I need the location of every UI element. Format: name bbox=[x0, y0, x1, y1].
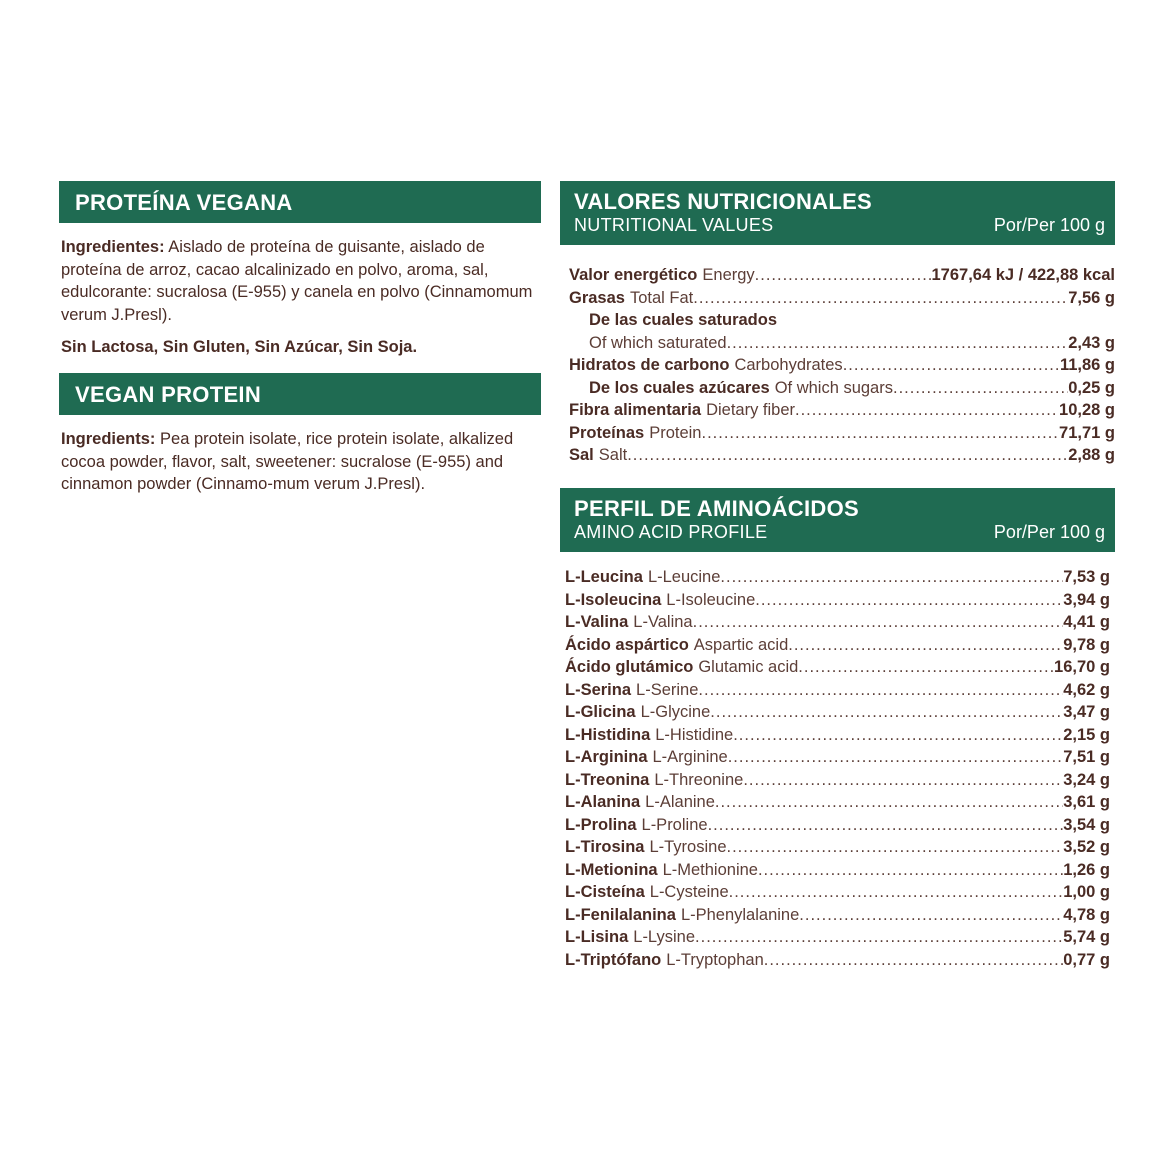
nutrient-value: 7,56 g bbox=[1068, 288, 1115, 307]
nutrient-name-es: Sal bbox=[569, 446, 594, 464]
nutrient-value: 3,47 g bbox=[1063, 703, 1110, 721]
dot-leader bbox=[693, 611, 1064, 634]
nutrition-row bbox=[569, 444, 1115, 467]
nutrition-row bbox=[569, 399, 1115, 422]
nutrient-value: 4,41 g bbox=[1063, 613, 1110, 631]
amino-acid-row bbox=[565, 881, 1110, 904]
nutrient-name-es: L-Valina bbox=[565, 613, 629, 631]
nutrient-name-en: Aspartic acid bbox=[693, 635, 789, 654]
free-from-claims: Sin Lactosa, Sin Gluten, Sin Azúcar, Sin Soja. bbox=[61, 338, 418, 356]
nutrient-name-en: L-Tryptophan bbox=[666, 950, 764, 969]
nutrient-name-en: Carbohydrates bbox=[734, 356, 843, 374]
amino-acid-row bbox=[565, 701, 1110, 724]
dot-leader bbox=[733, 724, 1063, 747]
section-title: VALORES NUTRICIONALES bbox=[574, 189, 873, 214]
nutrient-name-en: L-Tyrosine bbox=[649, 838, 727, 856]
amino-acid-row bbox=[565, 656, 1110, 679]
nutrient-value: 2,43 g bbox=[1068, 333, 1115, 352]
nutrient-name-en: Of which saturated bbox=[589, 333, 727, 352]
ingredients-en bbox=[61, 428, 531, 496]
nutrient-value: 1767,64 kJ / 422,88 kcal bbox=[931, 266, 1115, 284]
dot-leader bbox=[893, 377, 1068, 400]
nutrient-name-es: Grasas bbox=[569, 288, 625, 307]
dot-leader bbox=[755, 264, 932, 287]
section-title: PROTEÍNA VEGANA bbox=[75, 190, 293, 215]
nutrient-name-es: Hidratos de carbono bbox=[569, 356, 730, 374]
dot-leader bbox=[727, 836, 1064, 859]
dot-leader bbox=[728, 746, 1064, 769]
nutrient-name-es: Fibra alimentaria bbox=[569, 401, 702, 419]
nutrient-value: 10,28 g bbox=[1059, 401, 1115, 419]
nutrient-name-en: L-Valina bbox=[633, 613, 693, 631]
dot-leader bbox=[627, 444, 1068, 467]
header-proteina-vegana bbox=[59, 181, 541, 223]
nutrition-row bbox=[569, 287, 1115, 310]
nutrient-name-es: Valor energético bbox=[569, 266, 698, 284]
nutrient-value: 11,86 g bbox=[1059, 356, 1115, 374]
nutrition-table bbox=[569, 264, 1115, 467]
nutrient-name-es: L-Fenilalanina bbox=[565, 905, 676, 924]
nutrient-name-en: L-Glycine bbox=[640, 703, 711, 721]
nutrient-value: 2,88 g bbox=[1068, 446, 1115, 464]
nutrient-name-en: L-Cysteine bbox=[649, 883, 729, 901]
dot-leader bbox=[701, 422, 1059, 445]
nutrient-name-es: L-Prolina bbox=[565, 815, 637, 834]
dot-leader bbox=[708, 814, 1064, 837]
nutrient-name-es: L-Cisteína bbox=[565, 883, 645, 901]
dot-leader bbox=[795, 399, 1059, 422]
nutrition-row bbox=[569, 354, 1115, 377]
nutrient-name-es: L-Metionina bbox=[565, 860, 658, 879]
nutrient-value: 3,61 g bbox=[1063, 793, 1110, 811]
nutrient-value: 16,70 g bbox=[1054, 658, 1110, 676]
nutrient-name-en: L-Serine bbox=[636, 680, 699, 699]
amino-acid-row bbox=[565, 814, 1110, 837]
nutrient-value: 5,74 g bbox=[1063, 928, 1110, 946]
nutrient-name-en: L-Histidine bbox=[655, 725, 734, 744]
amino-acid-row bbox=[565, 746, 1110, 769]
nutrient-name-en: L-Phenylalanine bbox=[680, 905, 800, 924]
nutrient-value: 1,00 g bbox=[1063, 883, 1110, 901]
nutrient-name-es: Ácido aspártico bbox=[565, 635, 689, 654]
nutrient-value: 0,77 g bbox=[1063, 950, 1110, 969]
ingredients-es bbox=[61, 236, 543, 326]
section-title: PERFIL DE AMINOÁCIDOS bbox=[574, 496, 859, 521]
dot-leader bbox=[729, 881, 1064, 904]
nutrient-value: 4,62 g bbox=[1063, 680, 1110, 699]
nutrient-value: 3,94 g bbox=[1063, 590, 1110, 609]
nutrient-name-es: L-Isoleucina bbox=[565, 590, 662, 609]
nutrient-name-es: Proteínas bbox=[569, 423, 645, 442]
header-amino-acid-profile bbox=[560, 488, 1115, 552]
nutrient-name-es: L-Treonina bbox=[565, 770, 650, 789]
amino-acid-row bbox=[565, 769, 1110, 792]
amino-acid-row bbox=[565, 791, 1110, 814]
dot-leader bbox=[720, 566, 1063, 589]
nutrient-name-es: L-Histidina bbox=[565, 725, 651, 744]
amino-acid-row bbox=[565, 566, 1110, 589]
dot-leader bbox=[764, 949, 1063, 972]
nutrient-name-en: L-Leucine bbox=[647, 568, 721, 586]
nutrient-value: 71,71 g bbox=[1059, 423, 1115, 442]
nutrient-value: 3,52 g bbox=[1063, 838, 1110, 856]
nutrient-name-es: L-Alanina bbox=[565, 793, 641, 811]
nutrition-row bbox=[569, 422, 1115, 445]
nutrient-value: 3,24 g bbox=[1063, 770, 1110, 789]
nutrient-value: 7,53 g bbox=[1063, 568, 1110, 586]
dot-leader bbox=[715, 791, 1063, 814]
ingredients-text: Pea protein isolate, rice protein isolate, alkalized cocoa powder, flavor, salt, sweetener: sucralose (E-955) and cinnamon powder (Cinnamo-mum verum J.Presl). bbox=[61, 430, 514, 493]
dot-leader bbox=[693, 287, 1068, 310]
amino-acid-table bbox=[565, 566, 1110, 971]
dot-leader bbox=[798, 656, 1054, 679]
dot-leader bbox=[788, 634, 1063, 657]
nutrient-value: 4,78 g bbox=[1063, 905, 1110, 924]
nutrient-value: 3,54 g bbox=[1063, 815, 1110, 834]
amino-acid-row bbox=[565, 926, 1110, 949]
nutrient-value: 0,25 g bbox=[1068, 378, 1115, 397]
nutrition-row bbox=[569, 264, 1115, 287]
nutrient-name-es: L-Tirosina bbox=[565, 838, 645, 856]
nutrition-row bbox=[569, 309, 1115, 332]
nutrient-value: 2,15 g bbox=[1063, 725, 1110, 744]
header-nutritional-values bbox=[560, 181, 1115, 245]
ingredients-label: Ingredientes: bbox=[61, 238, 165, 256]
amino-acid-row bbox=[565, 949, 1110, 972]
nutrient-name-es: Ácido glutámico bbox=[565, 658, 694, 676]
nutrient-name-en: Protein bbox=[649, 423, 702, 442]
nutrient-name-es: L-Glicina bbox=[565, 703, 636, 721]
nutrition-row bbox=[569, 377, 1115, 400]
nutrient-name-es: De los cuales azúcares bbox=[589, 378, 770, 397]
amino-acid-row bbox=[565, 679, 1110, 702]
section-subtitle: AMINO ACID PROFILE bbox=[574, 522, 768, 542]
nutrient-name-en: Of which sugars bbox=[774, 378, 893, 397]
ingredients-text: Aislado de proteína de guisante, aislado de proteína de arroz, cacao alcalinizado en polvo, aroma, sal, edulcorante: sucralosa (E-955) y canela en polvo (Cinnamomum verum J.Presl). bbox=[61, 238, 533, 324]
section-title: VEGAN PROTEIN bbox=[75, 382, 262, 407]
nutrient-name-en: Glutamic acid bbox=[698, 658, 799, 676]
nutrient-name-en: Total Fat bbox=[629, 288, 694, 307]
dot-leader bbox=[843, 354, 1060, 377]
amino-acid-row bbox=[565, 589, 1110, 612]
section-subtitle: NUTRITIONAL VALUES bbox=[574, 215, 774, 235]
amino-acid-row bbox=[565, 724, 1110, 747]
ingredients-label: Ingredients: bbox=[61, 430, 156, 448]
dot-leader bbox=[695, 926, 1063, 949]
nutrient-value: 7,51 g bbox=[1063, 748, 1110, 766]
dot-leader bbox=[743, 769, 1063, 792]
per-100g-label: Por/Per 100 g bbox=[993, 215, 1105, 235]
nutrient-name-en: L-Alanine bbox=[645, 793, 715, 811]
nutrient-name-en: L-Proline bbox=[641, 815, 708, 834]
nutrient-name-en: L-Methionine bbox=[662, 860, 758, 879]
nutrient-value: 9,78 g bbox=[1063, 635, 1110, 654]
amino-acid-row bbox=[565, 611, 1110, 634]
dot-leader bbox=[710, 701, 1063, 724]
dot-leader bbox=[727, 332, 1069, 355]
nutrient-name-es: L-Lisina bbox=[565, 928, 629, 946]
amino-acid-row bbox=[565, 836, 1110, 859]
dot-leader bbox=[755, 589, 1063, 612]
dot-leader bbox=[799, 904, 1063, 927]
nutrient-name-es: L-Triptófano bbox=[565, 950, 662, 969]
nutrient-name-en: L-Arginine bbox=[652, 748, 728, 766]
nutrient-name-en: L-Threonine bbox=[654, 770, 744, 789]
amino-acid-row bbox=[565, 859, 1110, 882]
header-vegan-protein bbox=[59, 373, 541, 415]
nutrient-name-en: L-Lysine bbox=[633, 928, 696, 946]
nutrient-name-en: Salt bbox=[598, 446, 628, 464]
nutrient-name-en: Energy bbox=[702, 266, 755, 284]
nutrient-name-en: Dietary fiber bbox=[706, 401, 796, 419]
dot-leader bbox=[698, 679, 1063, 702]
dot-leader bbox=[758, 859, 1063, 882]
amino-acid-row bbox=[565, 634, 1110, 657]
amino-acid-row bbox=[565, 904, 1110, 927]
nutrient-name-es: L-Leucina bbox=[565, 568, 643, 586]
nutrient-value: 1,26 g bbox=[1063, 860, 1110, 879]
nutrient-name-en: L-Isoleucine bbox=[666, 590, 756, 609]
nutrient-name-es: L-Arginina bbox=[565, 748, 648, 766]
nutrient-name-es: L-Serina bbox=[565, 680, 632, 699]
nutrient-name-es: De las cuales saturados bbox=[589, 311, 778, 329]
per-100g-label: Por/Per 100 g bbox=[993, 522, 1105, 542]
nutrition-row bbox=[569, 332, 1115, 355]
